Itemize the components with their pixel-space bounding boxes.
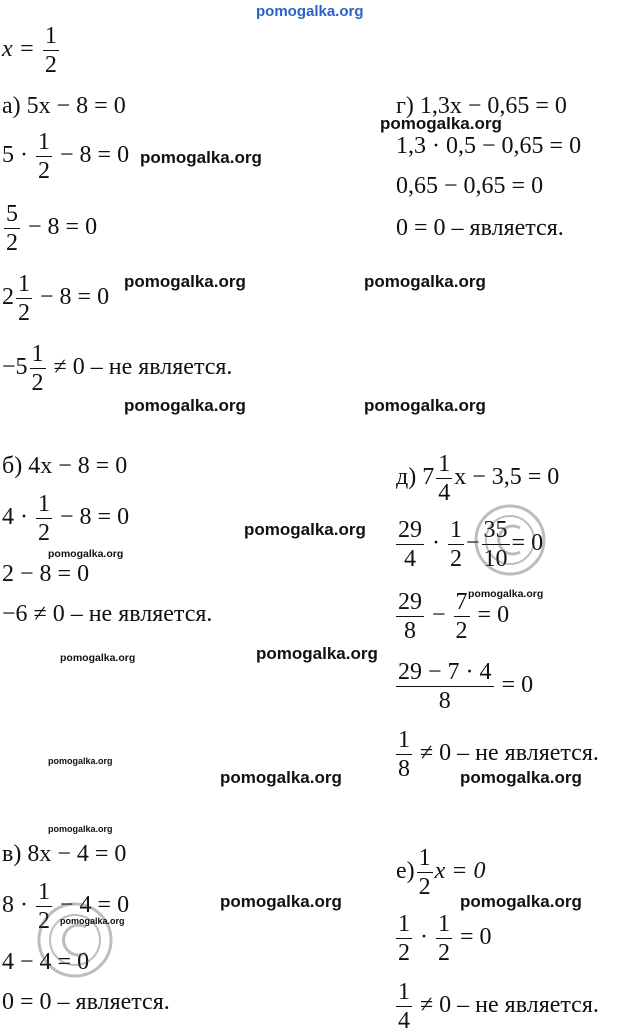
watermark[interactable]: pomogalka.org <box>256 644 378 663</box>
fraction-numerator: 1 <box>18 271 30 297</box>
operator: − <box>432 602 446 629</box>
fraction-denominator: 4 <box>398 1008 410 1034</box>
fraction-numerator: 1 <box>398 979 410 1005</box>
watermark[interactable]: pomogalka.org <box>380 114 502 133</box>
fraction <box>436 912 452 965</box>
fraction-denominator: 10 <box>483 546 508 572</box>
fraction-denominator: 8 <box>438 688 451 714</box>
task-g-label: г) 1,3x − 0,65 = 0 <box>396 93 567 119</box>
expr-part: − 8 = 0 <box>60 504 130 531</box>
task-a-step-2 <box>2 202 97 255</box>
task-e-step-1 <box>394 912 492 965</box>
watermark[interactable]: pomogalka.org <box>220 892 342 911</box>
task-b-step-1 <box>2 492 129 545</box>
fraction <box>448 518 464 571</box>
fraction-numerator: 7 <box>455 589 468 615</box>
fraction-denominator: 2 <box>31 370 44 396</box>
fraction-denominator: 2 <box>455 618 468 644</box>
fraction-numerator: 1 <box>38 129 50 155</box>
fraction-denominator: 2 <box>6 230 18 256</box>
expr-part: д) 7 <box>396 464 435 491</box>
watermark[interactable]: pomogalka.org <box>48 756 113 766</box>
fraction-numerator: 1 <box>418 845 431 871</box>
expr-part: − 4 = 0 <box>60 892 130 919</box>
watermark[interactable]: pomogalka.org <box>48 548 124 560</box>
fraction <box>436 452 452 505</box>
fraction-denominator: 4 <box>404 546 416 572</box>
watermark[interactable]: pomogalka.org <box>364 396 486 415</box>
fraction-numerator: 29 <box>398 517 422 543</box>
watermark[interactable]: pomogalka.org <box>244 520 366 539</box>
fraction-denominator: 2 <box>44 52 57 78</box>
expr-part: 5 · <box>2 142 28 169</box>
watermark[interactable]: pomogalka.org <box>124 272 246 291</box>
operator: − <box>466 530 480 557</box>
watermark[interactable]: pomogalka.org <box>460 768 582 787</box>
solution-root <box>2 24 61 77</box>
expr-part: ≠ 0 – не является. <box>420 740 599 767</box>
fraction-denominator: 2 <box>450 546 462 572</box>
expr-part: 4 · <box>2 504 28 531</box>
expr-part: = 0 <box>501 672 534 699</box>
fraction-denominator: 2 <box>38 158 50 184</box>
fraction-denominator: 2 <box>418 874 431 900</box>
watermark[interactable]: pomogalka.org <box>140 148 262 167</box>
fraction-numerator: 29 − 7 · 4 <box>398 659 492 685</box>
watermark[interactable]: pomogalka.org <box>220 768 342 787</box>
task-a-step-4 <box>2 342 232 395</box>
expr-part: = 0 <box>460 924 492 951</box>
expr-part: − 8 = 0 <box>40 284 110 311</box>
expr-part: x − 3,5 = 0 <box>454 464 560 491</box>
task-v-label: в) 8x − 4 = 0 <box>2 841 127 867</box>
task-g-step-1: 1,3 · 0,5 − 0,65 = 0 <box>396 133 582 159</box>
fraction-numerator: 1 <box>398 727 410 753</box>
watermark[interactable]: pomogalka.org <box>364 272 486 291</box>
task-g-step-3: 0 = 0 – является. <box>396 215 564 241</box>
expr-part: 2 <box>2 284 14 311</box>
fraction <box>417 846 433 899</box>
task-e-step-2 <box>394 980 599 1033</box>
fraction <box>4 202 20 255</box>
expr-part: x = 0 <box>434 858 486 885</box>
fraction <box>396 590 424 643</box>
fraction-numerator: 29 <box>398 589 422 615</box>
fraction <box>16 272 32 325</box>
fraction <box>396 912 412 965</box>
watermark[interactable]: pomogalka.org <box>48 824 113 834</box>
expr-part: − 8 = 0 <box>28 214 98 241</box>
watermark[interactable]: pomogalka.org <box>460 892 582 911</box>
fraction-denominator: 8 <box>398 756 410 782</box>
expr-part: 8 · <box>2 892 28 919</box>
task-v-step-2: 4 − 4 = 0 <box>2 949 90 975</box>
task-a-label: а) 5x − 8 = 0 <box>2 93 126 119</box>
fraction-denominator: 2 <box>398 940 410 966</box>
copyright-stamp-icon <box>470 480 550 600</box>
fraction-numerator: 1 <box>438 911 450 937</box>
fraction-denominator: 2 <box>18 300 30 326</box>
fraction-numerator: 1 <box>31 341 44 367</box>
task-b-step-3: −6 ≠ 0 – не является. <box>2 601 213 627</box>
copyright-stamp-icon <box>30 880 120 1000</box>
expr-part: = 0 <box>511 530 544 557</box>
task-a-step-3 <box>2 272 109 325</box>
fraction <box>30 342 46 395</box>
task-a-step-1 <box>2 130 129 183</box>
fraction <box>396 518 424 571</box>
expr-part: ≠ 0 – не является. <box>420 992 599 1019</box>
fraction-denominator: 2 <box>438 940 450 966</box>
fraction-numerator: 1 <box>438 451 451 477</box>
task-b-label: б) 4x − 8 = 0 <box>2 453 128 479</box>
expr-part: ≠ 0 – не является. <box>53 354 233 381</box>
fraction-numerator: 35 <box>483 517 508 543</box>
task-d-step-3 <box>394 660 533 713</box>
operator: · <box>420 924 428 951</box>
fraction-denominator: 8 <box>404 618 416 644</box>
fraction-denominator: 2 <box>38 520 50 546</box>
fraction-numerator: 1 <box>450 517 462 543</box>
watermark[interactable]: pomogalka.org <box>124 396 246 415</box>
fraction <box>396 660 494 713</box>
fraction <box>396 980 412 1033</box>
fraction-numerator: 5 <box>6 201 18 227</box>
fraction <box>396 728 412 781</box>
fraction <box>36 492 52 545</box>
watermark[interactable]: pomogalka.org <box>60 652 136 664</box>
operator: · <box>432 530 440 557</box>
expr-part: −5 <box>2 354 28 381</box>
expr-part: е) <box>396 858 415 885</box>
expr-part: = 0 <box>477 602 510 629</box>
task-g-step-2: 0,65 − 0,65 = 0 <box>396 173 544 199</box>
task-b-step-2: 2 − 8 = 0 <box>2 561 90 587</box>
fraction-denominator: 2 <box>38 908 50 934</box>
watermark[interactable]: pomogalka.org <box>468 588 544 600</box>
fraction-numerator: 1 <box>38 879 50 905</box>
fraction <box>36 130 52 183</box>
fraction-denominator: 4 <box>438 480 451 506</box>
root-fraction <box>43 24 59 77</box>
task-v-step-3: 0 = 0 – является. <box>2 989 170 1015</box>
fraction-numerator: 1 <box>38 491 50 517</box>
fraction-numerator: 1 <box>44 23 57 49</box>
expr-part: − 8 = 0 <box>60 142 130 169</box>
root-lhs: x = <box>2 36 35 63</box>
watermark-top[interactable]: pomogalka.org <box>256 3 364 20</box>
fraction-numerator: 1 <box>398 911 410 937</box>
watermark[interactable]: pomogalka.org <box>60 916 125 926</box>
